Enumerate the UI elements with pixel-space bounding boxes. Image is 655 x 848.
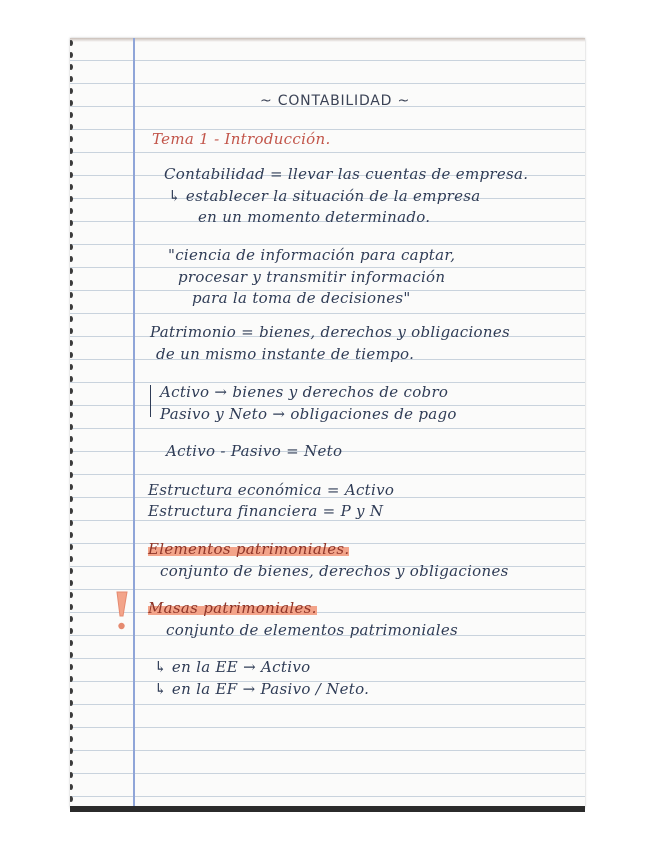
page-bottom-edge <box>70 806 585 812</box>
note-line-4: "ciencia de información para captar, <box>168 246 456 264</box>
note-line-9: Activo → bienes y derechos de cobro <box>160 383 449 401</box>
page-title: ~ CONTABILIDAD ~ <box>260 93 411 109</box>
notebook-page <box>70 38 585 808</box>
note-line-2: ↳ establecer la situación de la empresa <box>168 187 481 205</box>
note-line-15: conjunto de bienes, derechos y obligaciones <box>160 562 509 580</box>
highlight-heading-masas: Masas patrimoniales. <box>148 599 317 617</box>
topic-heading: Tema 1 - Introducción. <box>152 130 331 148</box>
note-line-10: Pasivo y Neto → obligaciones de pago <box>160 405 457 423</box>
note-line-8: de un mismo instante de tiempo. <box>156 345 415 363</box>
bracket-mark <box>150 385 151 417</box>
note-line-7: Patrimonio = bienes, derechos y obligaciones <box>150 323 511 341</box>
note-line-5: procesar y transmitir información <box>178 268 446 286</box>
highlight-heading-elementos: Elementos patrimoniales. <box>148 540 350 558</box>
note-line-19: ↳ en la EF → Pasivo / Neto. <box>154 680 370 698</box>
note-line-1: Contabilidad = llevar las cuentas de empresa. <box>164 165 529 183</box>
margin-line <box>133 38 135 808</box>
page-top-shadow <box>70 38 585 42</box>
binding-holes <box>70 38 78 808</box>
note-line-17: conjunto de elementos patrimoniales <box>166 621 459 639</box>
note-line-18: ↳ en la EE → Activo <box>154 658 311 676</box>
note-line-12: Estructura económica = Activo <box>148 481 395 499</box>
note-line-11: Activo - Pasivo = Neto <box>166 442 343 460</box>
note-line-3: en un momento determinado. <box>198 208 431 226</box>
note-line-13: Estructura financiera = P y N <box>148 502 384 520</box>
note-line-6: para la toma de decisiones" <box>192 289 411 307</box>
exclamation-doodle-icon <box>112 590 132 634</box>
